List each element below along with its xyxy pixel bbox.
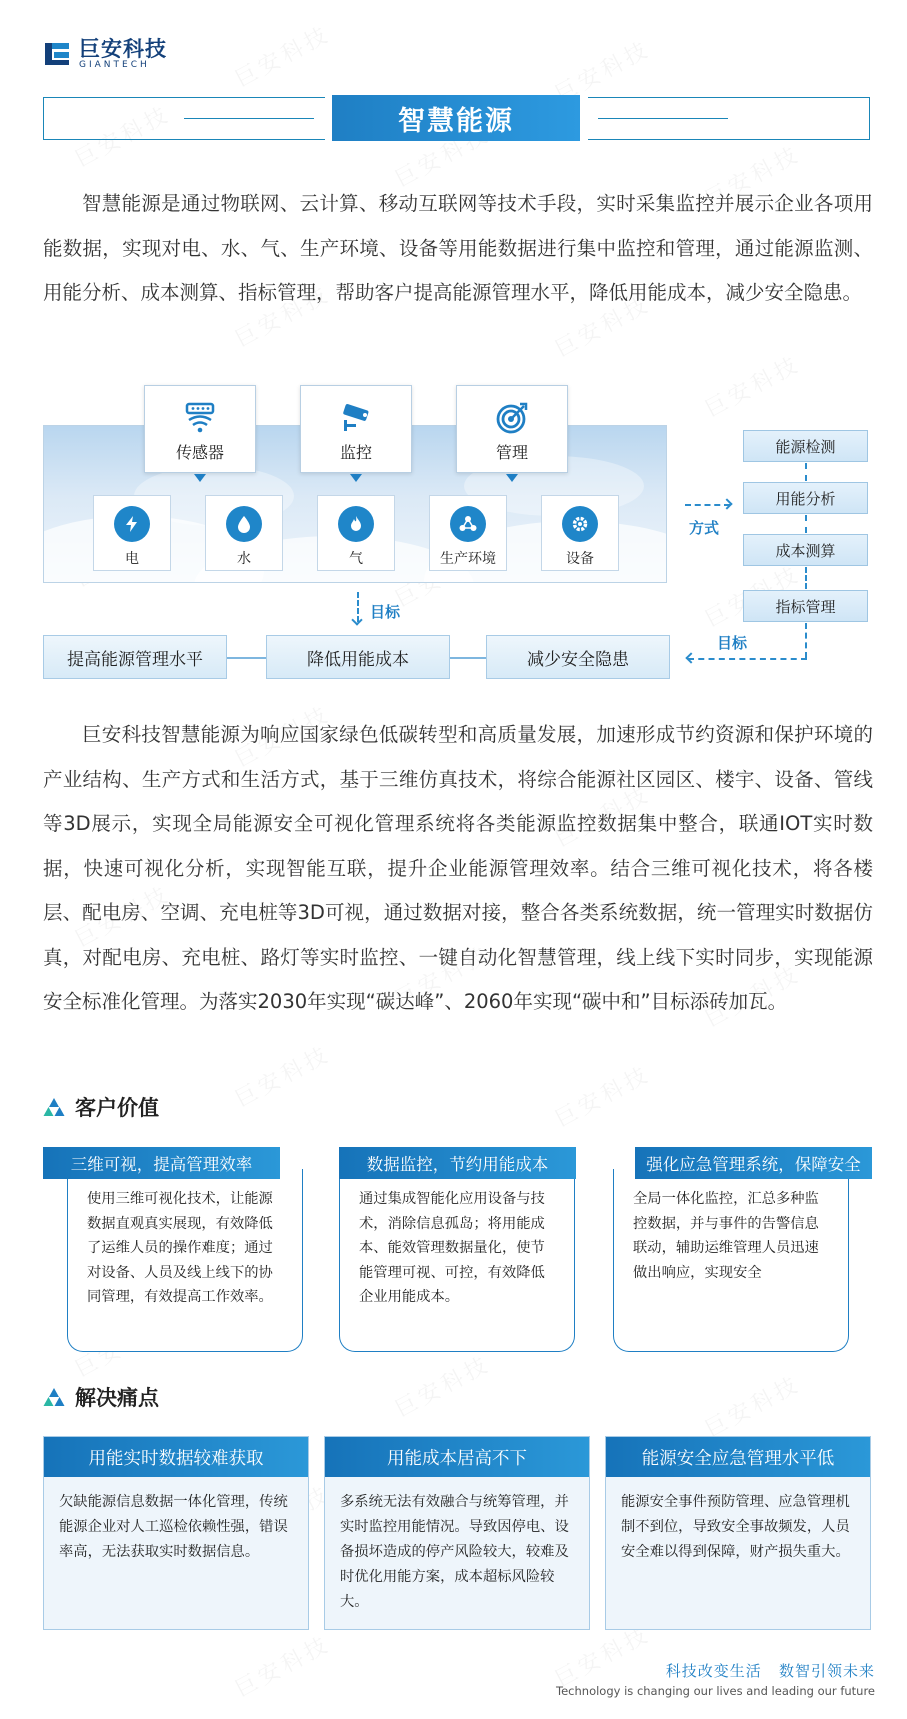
value-card-head: 数据监控，节约用能成本 [339,1147,576,1179]
method-energy-detection: 能源检测 [743,430,868,462]
source-electricity [93,495,171,571]
source-water [205,495,283,571]
footer-slogan-en: Technology is changing our lives and leading our future [556,1684,875,1698]
source-label: 生产环境 [440,551,496,567]
value-card-head: 强化应急管理系统，保障安全 [635,1147,872,1179]
lightning-icon [114,506,150,542]
target-icon [494,400,530,436]
network-icon [450,506,486,542]
method-connector [805,515,807,533]
card-monitor [300,385,412,473]
footer-slogan-cn: 科技改变生活 数智引领未来 [665,1662,875,1680]
goal-reduce-cost: 降低用能成本 [266,635,450,679]
triangle-cluster-icon [43,1387,65,1407]
source-gas [317,495,395,571]
goal-reduce-risk: 减少安全隐患 [486,635,670,679]
card-sensor-label: 传感器 [175,443,224,462]
method-cost-calculation: 成本测算 [743,534,868,566]
section-title-pain-points [43,1382,159,1412]
watermark [549,1057,655,1133]
source-label: 气 [349,551,363,567]
pain-card-text: 欠缺能源信息数据一体化管理，传统能源企业对人工巡检依赖性强，错误率高，无法获取实时数据信息。 [59,1494,288,1560]
method-usage-analysis: 用能分析 [743,482,868,514]
pain-card-text: 多系统无法有效融合与统筹管理，并实时监控用能情况。导致因停电、设备损坏造成的停产风险较大，较难及时优化用能方案，成本超标风险较大。 [340,1494,569,1610]
pain-card-text: 能源安全事件预防管理、应急管理机制不到位，导致安全事故频发，人员安全难以得到保障，财产损失重大。 [621,1494,850,1560]
section-title-text: 客户价值 [75,1096,159,1120]
method-connector [805,463,807,481]
card-management [456,385,568,473]
brand-name-en: GIANTECH [79,60,150,70]
source-label: 设备 [566,551,594,567]
intro-paragraph: 智慧能源是通过物联网、云计算、移动互联网等技术手段，实时采集监控并展示企业各项用能数据，实现对电、水、气、生产环境、设备等用能数据进行集中监控和管理，通过能源监测、用能分析、成本测算、指标管理，帮助客户提高能源管理水平，降低用能成本，减少安全隐患。 [43,192,873,304]
sensor-icon [182,400,218,436]
giantech-logo-icon [43,40,73,68]
watermark [229,17,335,93]
section-title-text: 解决痛点 [75,1386,159,1410]
value-card-text: 全局一体化监控，汇总多种监控数据，并与事件的告警信息联动，辅助运维管理人员迅速做出响应，实现安全 [633,1191,819,1281]
flame-icon [338,506,374,542]
arrow-down-management [506,474,518,482]
title-rule-left-cap [43,97,44,140]
camera-icon [338,400,374,436]
section-title-customer-value [43,1092,159,1122]
title-rule-left-mid [184,118,314,119]
pain-card-1 [43,1436,309,1630]
card-sensor [144,385,256,473]
arrow-down-sensor [194,474,206,482]
watermark [69,97,175,173]
value-card-text: 通过集成智能化应用设备与技术，消除信息孤岛；将用能成本、能效管理数据量化，使节能管理可视、可控，有效降低企业用能成本。 [359,1191,545,1305]
pain-card-head: 用能成本居高不下 [325,1437,589,1477]
source-label: 水 [237,551,251,567]
value-card-text: 使用三维可视化技术，让能源数据直观真实展现，有效降低了运维人员的操作难度；通过对设备、人员及线上线下的协同管理，有效提高工作效率。 [87,1191,273,1305]
source-label: 电 [125,551,139,567]
arrow-down-monitor [350,474,362,482]
brand-logo [43,38,167,70]
goal-improve-management: 提高能源管理水平 [43,635,227,679]
title-rule-left-top [43,97,325,98]
goal-label-right: 目标 [717,634,748,652]
watermark [229,1037,335,1113]
goal-arrow-vertical [805,623,807,658]
watermark [229,1627,335,1703]
gear-icon [562,506,598,542]
goal-label-center: 目标 [370,603,401,621]
method-arrow-tip [721,498,732,509]
card-management-label: 管理 [495,443,528,462]
method-label: 方式 [689,519,720,537]
triangle-cluster-icon [43,1097,65,1117]
goal-arrow-tip [685,652,696,663]
pain-card-head: 用能实时数据较难获取 [44,1437,308,1477]
pain-card-head: 能源安全应急管理水平低 [606,1437,870,1477]
watermark [389,1347,495,1423]
goal-arrow-horizontal [688,658,807,660]
card-monitor-label: 监控 [339,443,372,462]
title-rule-left-bottom [43,139,325,140]
title-rule-right-cap [869,97,870,140]
title-rule-right-top [588,97,870,98]
source-equipment [541,495,619,571]
goal-arrow-down-tip [351,614,362,625]
value-card-head: 三维可视，提高管理效率 [43,1147,280,1179]
source-environment [429,495,507,571]
method-connector [805,567,807,589]
body-paragraph: 巨安科技智慧能源为响应国家绿色低碳转型和高质量发展，加速形成节约资源和保护环境的产业结构、生产方式和生活方式，基于三维仿真技术，将综合能源社区园区、楼宇、设备、管线等3D展示，实现全局能源安全可视化管理系统将各类能源监控数据集中整合，联通IOT实时数据，快速可视化分析，实现智能互联，提升企业能源管理效率。结合三维可视化技术，将各楼层、配电房、空调、充电桩等3D可视，通过数据对接，整合各类系统数据，统一管理实时数据仿真，对配电房、充电桩、路灯等实时监控、一键自动化智慧管理，线上线下实时同步，实现能源安全标准化管理。为落实2030年实现“碳达峰”、2060年实现“碳中和”目标添砖加瓦。 [43,723,873,1013]
watermark [699,347,805,423]
title-rule-right-mid [598,118,728,119]
pain-card-2 [324,1436,590,1630]
brand-name-cn: 巨安科技 [79,37,167,61]
goal-connector [225,657,270,659]
pain-card-3 [605,1436,871,1630]
water-drop-icon [226,506,262,542]
watermark [699,1367,805,1443]
method-indicator-management: 指标管理 [743,590,868,622]
title-rule-right-bottom [588,139,870,140]
page-title: 智慧能源 [332,95,580,141]
